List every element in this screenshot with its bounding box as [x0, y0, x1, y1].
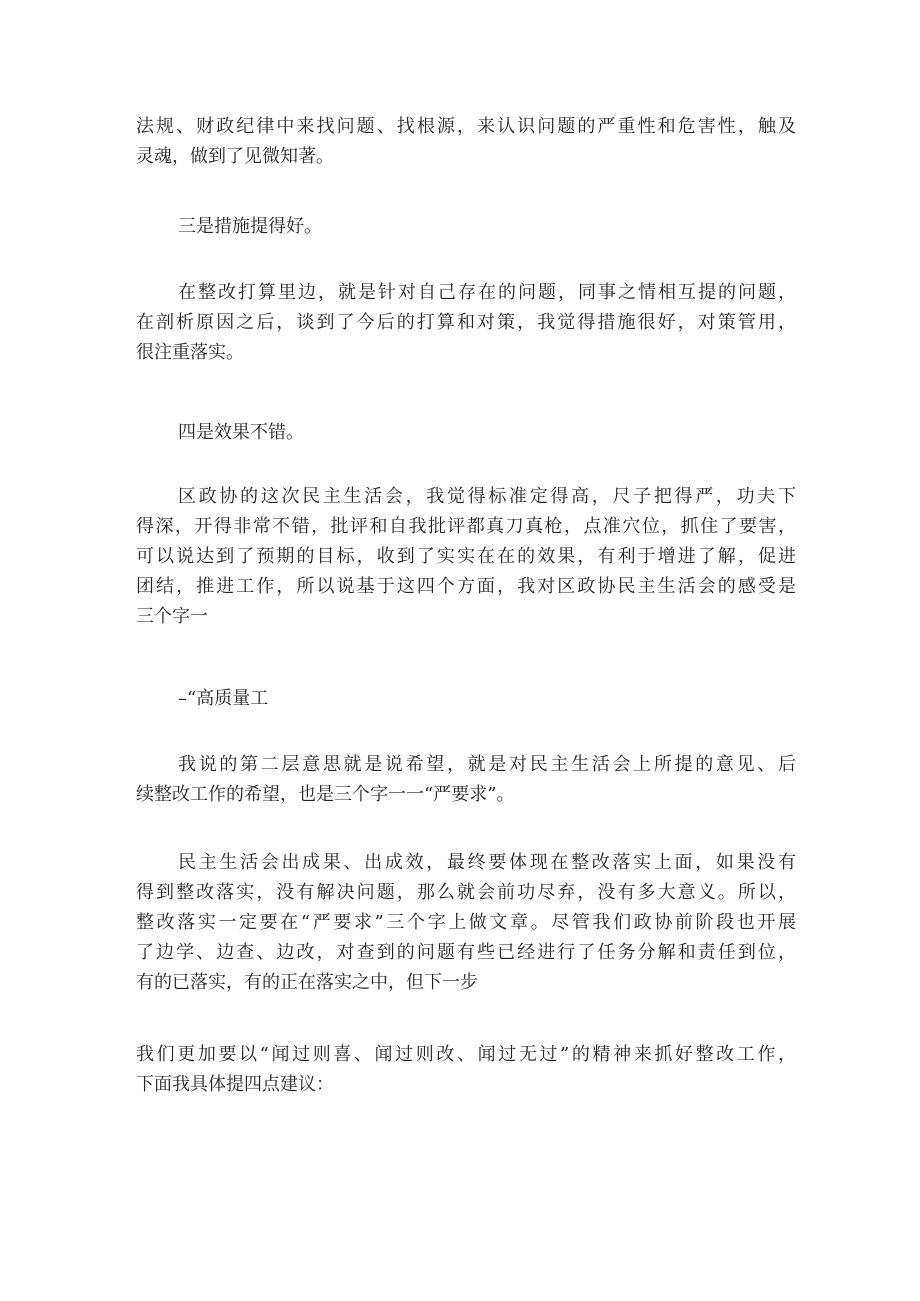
paragraph-9 — [136, 1040, 796, 1100]
paragraph-line: 区政协的这次民主生活会，我觉得标准定得高，尺子把得严，功夫下 — [178, 486, 796, 507]
paragraph-line: 四是效果不错。 — [178, 422, 304, 443]
paragraph-line: 下面我具体提四点建议： — [136, 1074, 334, 1095]
paragraph-line: 三个字一 — [136, 606, 208, 627]
paragraph-line: 了边学、边查、边改，对查到的问题有些已经进行了任务分解和责任到位， — [136, 942, 796, 963]
paragraph-line: 灵魂，做到了见微知著。 — [136, 146, 334, 167]
paragraph-line: 得深，开得非常不错，批评和自我批评都真刀真枪，点准穴位，抓住了要害， — [136, 516, 796, 537]
paragraph-line: 法规、财政纪律中来找问题、找根源，来认识问题的严重性和危害性，触及 — [136, 116, 796, 137]
paragraph-line: 民主生活会出成果、出成效，最终要体现在整改落实上面，如果没有 — [178, 852, 796, 873]
paragraph-line: 团结，推进工作，所以说基于这四个方面，我对区政协民主生活会的感受是 — [136, 576, 796, 597]
paragraph-1 — [136, 112, 796, 172]
paragraph-4 — [136, 418, 796, 448]
paragraph-line: 我说的第二层意思就是说希望，就是对民主生活会上所提的意见、后 — [178, 754, 796, 775]
paragraph-line: 很注重落实。 — [136, 342, 244, 363]
paragraph-8 — [136, 848, 796, 998]
paragraph-line: 整改落实一定要在“严要求”三个字上做文章。尽管我们政协前阶段也开展 — [136, 912, 796, 933]
paragraph-7 — [136, 750, 796, 810]
paragraph-line: 得到整改落实，没有解决问题，那么就会前功尽弃，没有多大意义。所以， — [136, 882, 796, 903]
paragraph-line: 在剖析原因之后，谈到了今后的打算和对策，我觉得措施很好，对策管用， — [136, 312, 796, 333]
paragraph-2 — [136, 212, 796, 242]
paragraph-3 — [136, 278, 796, 368]
paragraph-line: 在整改打算里边，就是针对自己存在的问题，同事之情相互提的问题， — [178, 282, 796, 303]
paragraph-line: 我们更加要以“闻过则喜、闻过则改、闻过无过”的精神来抓好整改工作， — [136, 1044, 796, 1065]
paragraph-line: 续整改工作的希望，也是三个字一一“严要求”。 — [136, 784, 515, 805]
paragraph-5 — [136, 482, 796, 632]
paragraph-line: –“高质量工 — [178, 688, 269, 709]
paragraph-line: 有的已落实，有的正在落实之中，但下一步 — [136, 972, 478, 993]
paragraph-line: 三是措施提得好。 — [178, 216, 322, 237]
paragraph-line: 可以说达到了预期的目标，收到了实实在在的效果，有利于增进了解，促进 — [136, 546, 796, 567]
paragraph-6 — [136, 684, 796, 714]
